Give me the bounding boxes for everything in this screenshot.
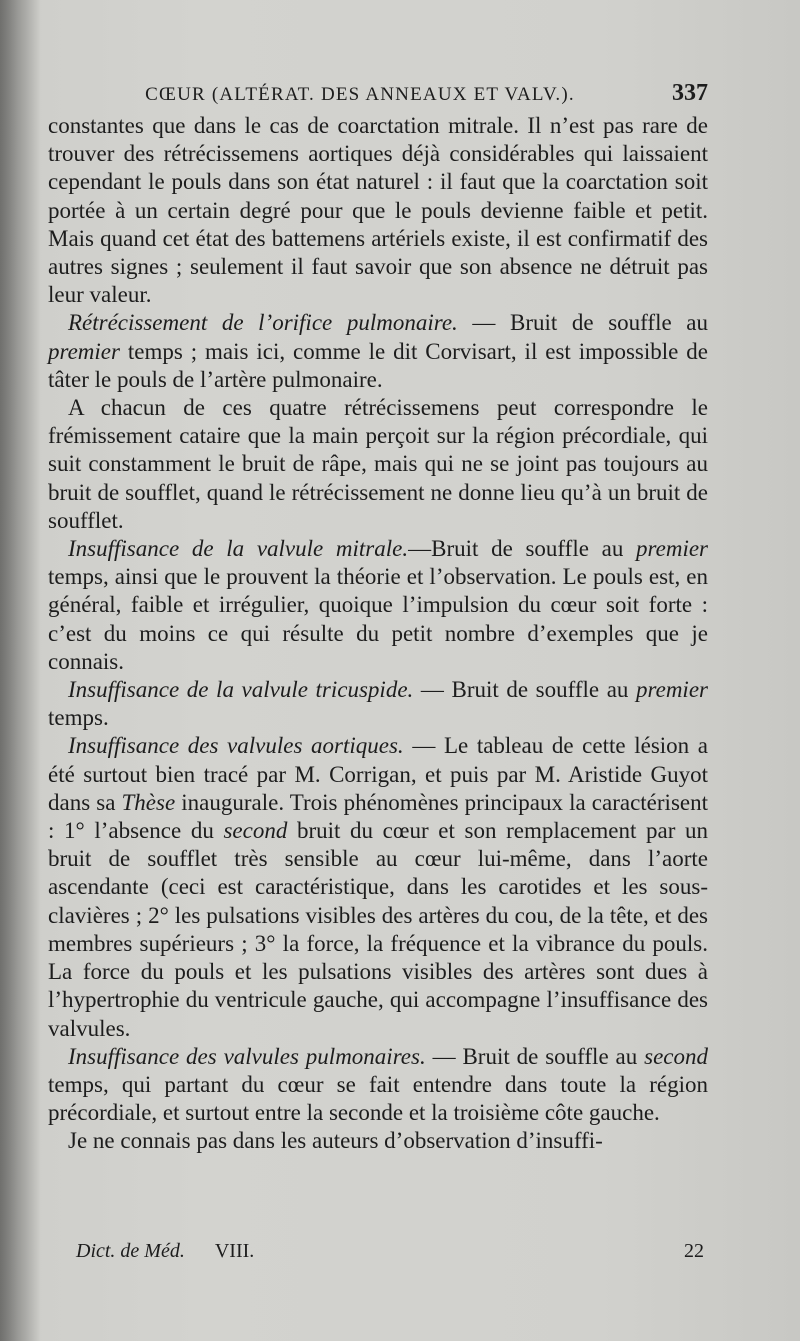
text-run: temps ; mais ici, comme le dit Corvisart, il est impossible de tâter le pouls de l’artère pulmonaire. [48,338,708,392]
italic-run: Insuffisance des valvules pulmonaires. [68,1043,426,1069]
italic-run: Insuffisance de la valvule tricuspide. [68,677,414,703]
text-run: temps. [48,705,109,731]
italic-run: second [223,818,288,844]
page-number: 337 [672,80,708,106]
text-run: inaugurale. Trois phénomènes principaux la caractérisent : 1° l’absence du [48,789,708,844]
text-run: — Le tableau de cette lésion a été surtout bien tracé par M. Corrigan, et puis par M. Aristide Guyot dans sa [48,733,708,815]
text-run: — Bruit de souffle au [457,310,708,336]
text-run: —Bruit de souffle au [408,536,637,562]
paragraph [48,394,708,535]
signature-mark: Dict. de Méd. [76,1240,185,1262]
italic-run: premier [636,536,708,562]
paragraph [48,1043,708,1128]
paragraph [48,309,708,394]
text-run: — Bruit de souffle au [413,677,637,703]
running-head: CŒUR (ALTÉRAT. DES ANNEAUX ET VALV.). [145,84,575,105]
sheet-number: 22 [684,1240,704,1262]
text-run: — Bruit de souffle au [425,1043,645,1069]
paragraph [48,676,708,732]
italic-run: Insuffisance de la valvule mitrale. [68,536,409,562]
text-run: bruit du cœur et son remplacement par un bruit de soufflet très sensible au cœur lui-même, dans l’aorte ascendante (ceci est caractéristique, dans les carotides et les sous-clavières ; 2° les pulsations visibles des artères du cou, de la tête, et des membres supérieurs ; 3° la force, la fréquence et la vibrance du pouls. La force du pouls et les pulsations visibles des artères sont dues à l’hypertrophie du ventricule gauche, qui accompagne l’insuffisance des valvules. [48,818,708,1041]
text-run: temps, ainsi que le prouvent la théorie et l’observation. Le pouls est, en général, faible et irrégulier, quoique l’impulsion du cœur soit forte : c’est du moins ce qui résulte du petit nombre d’exemples que je connais. [48,564,708,674]
text-run: A chacun de ces quatre rétrécissemens peut correspondre le frémissement cataire que la main perçoit sur la région précordiale, qui suit constamment le bruit de râpe, mais qui ne se joint pas toujours au bruit de soufflet, quand le rétrécissement ne donne lieu qu’à un bruit de soufflet. [48,395,708,533]
page-footer [76,1240,704,1263]
paragraph [48,112,708,309]
text-run: constantes que dans le cas de coarctation mitrale. Il n’est pas rare de trouver des rétrécissemens aortiques déjà considérables qui laissaient cependant le pouls dans son état naturel : il faut que la coarctation soit portée à un certain degré pour que le pouls devienne faible et petit. Mais quand cet état des battemens artériels existe, il est confirmatif des autres signes ; seulement il faut savoir que son absence ne détruit pas leur valeur. [48,113,708,308]
page-header [48,80,708,114]
italic-run: Insuffisance des valvules aortiques. [68,733,404,759]
volume-number: VIII. [214,1240,255,1262]
paragraph [48,1127,708,1155]
italic-run: Rétrécissement de l’orifice pulmonaire. [68,310,458,336]
italic-run: second [644,1043,708,1069]
text-run: Je ne connais pas dans les auteurs d’observation d’insuffi- [68,1128,603,1154]
body-text [48,112,708,1156]
italic-run: Thèse [121,789,176,815]
paragraph [48,535,708,676]
italic-run: premier [48,338,120,364]
binding-shadow [0,0,40,1341]
paragraph [48,732,708,1042]
text-run: temps, qui partant du cœur se fait entendre dans toute la région précordiale, et surtout entre la seconde et la troisième côte gauche. [48,1071,708,1126]
italic-run: premier [636,677,708,703]
